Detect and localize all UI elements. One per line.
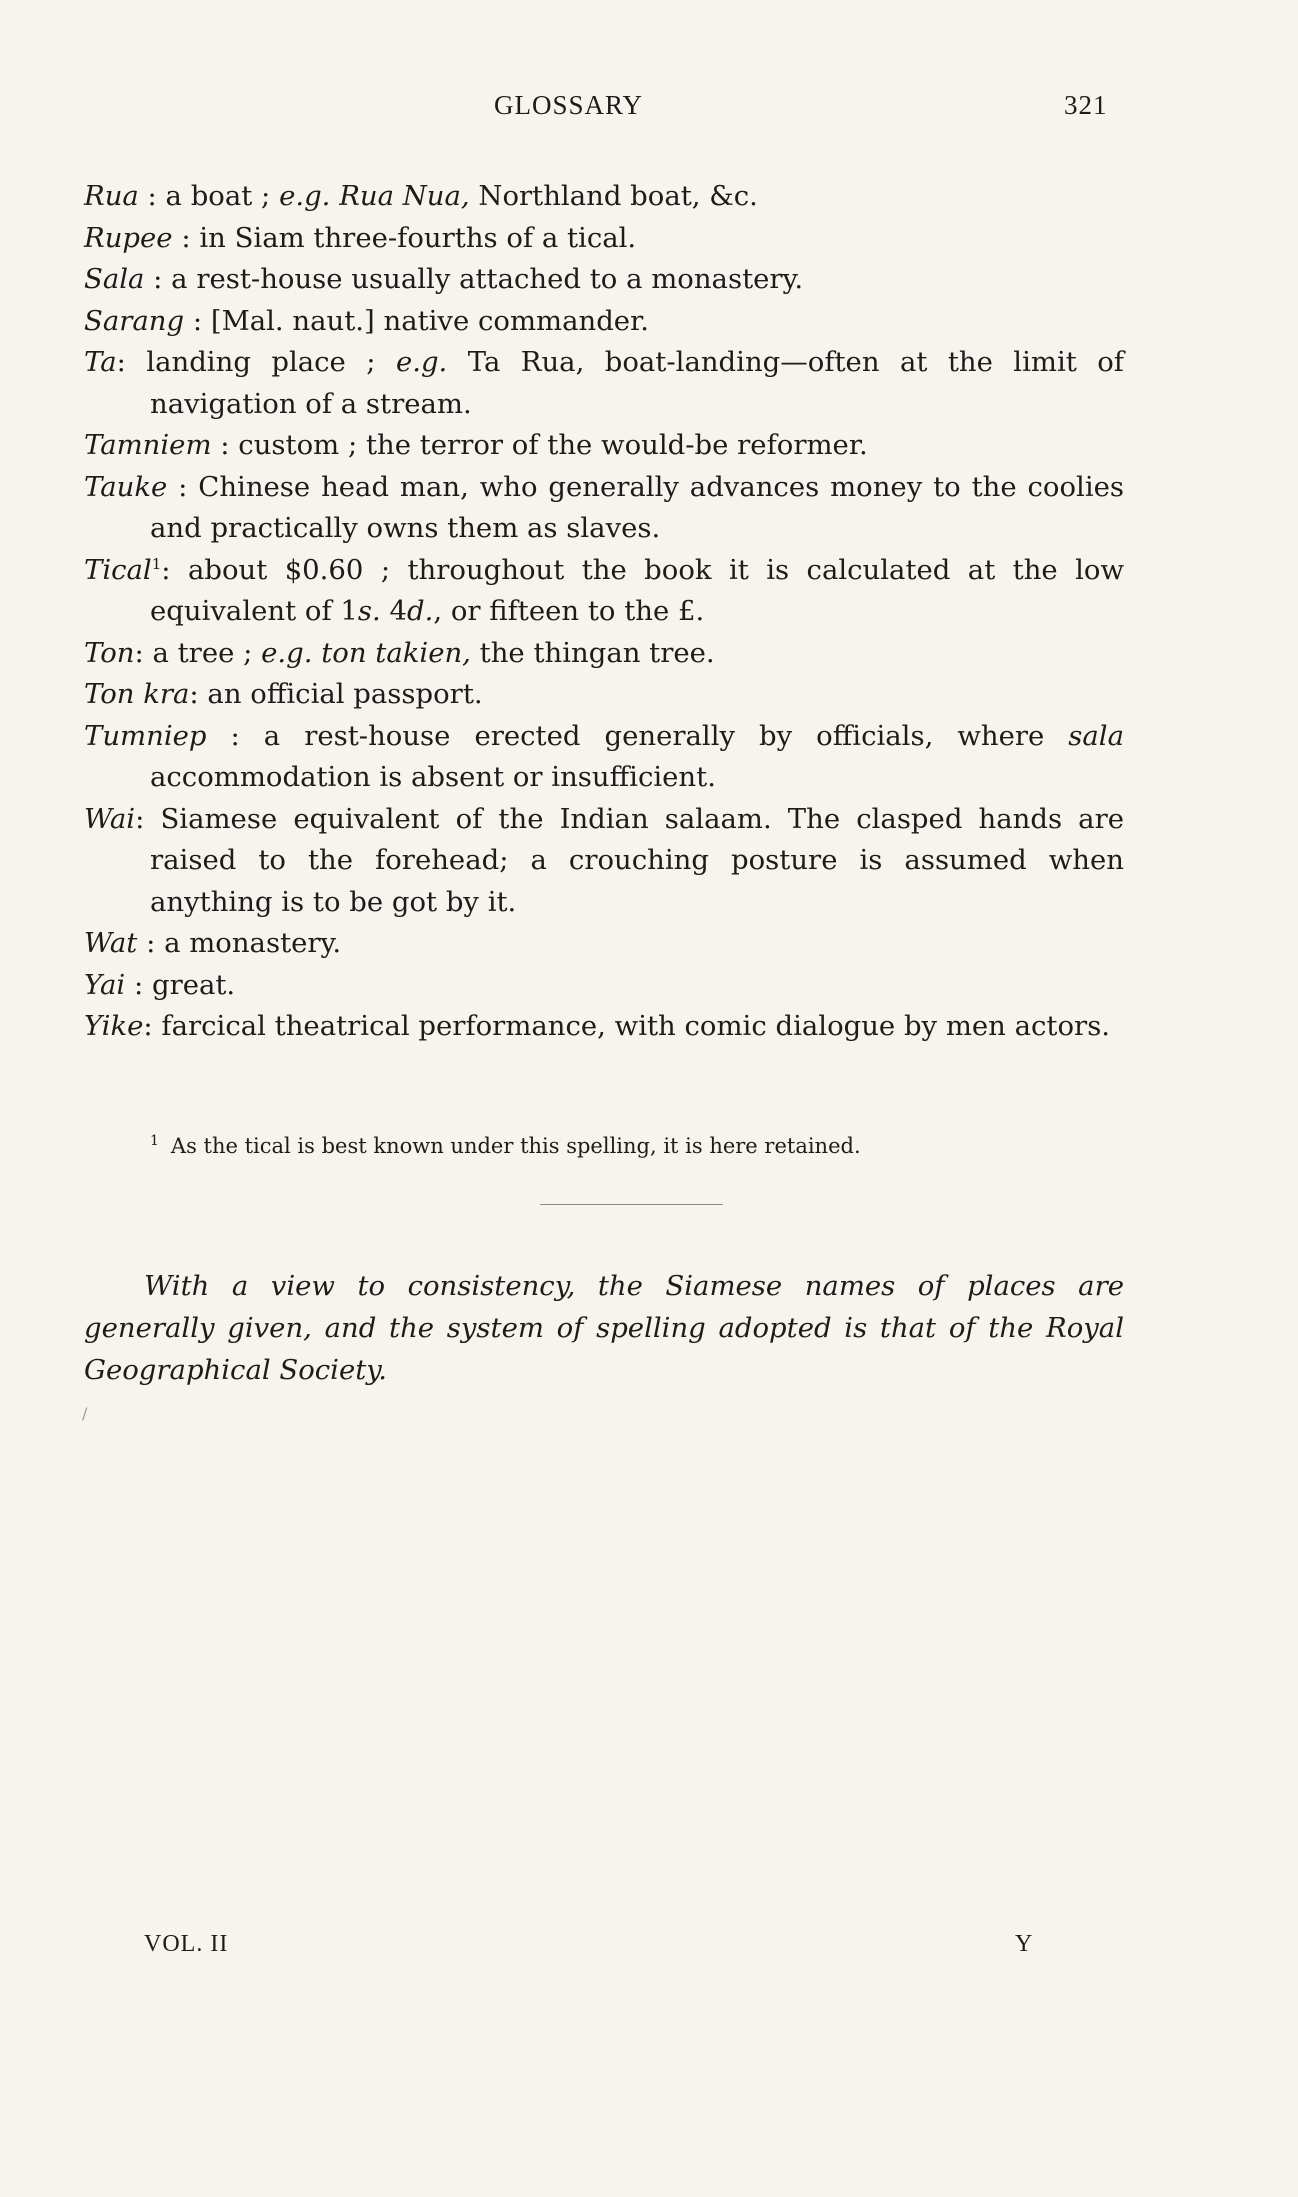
entry-definition: : a tree ; [134,636,262,669]
entry-term: Wat [84,927,138,959]
entry-definition: : a boat ; [138,180,280,212]
entry-definition: : an official passport. [189,678,483,710]
signature-volume: VOL. II [144,1931,229,1957]
entry-term: Yai [84,968,126,1001]
glossary-entry [84,342,1124,425]
glossary-entry [84,965,1124,1007]
entry-definition: : Siamese equivalent of the Indian salaam. The clasped hands are raised to the forehead; a crouching posture is assumed when anything is to be got by it. [135,802,1124,918]
glossary-entry [84,716,1124,799]
entry-italic: Rua Nua, [339,180,470,212]
page-number: 321 [1064,90,1108,120]
glossary-entry [84,259,1124,301]
glossary-entry [84,301,1124,343]
entry-definition-tail: accommodation is absent or insufficient. [150,761,716,793]
entry-definition: : in Siam three-fourths of a tical. [172,221,637,254]
editorial-note: With a view to consistency, the Siamese names of places are generally given, and the system of spelling adopted is that of the Royal Geographical Society. [84,1269,1124,1386]
entry-definition: : a monastery. [137,927,342,959]
running-head [0,90,1298,130]
entry-italic: e.g. ton takien, [261,636,471,669]
signature-letter: Y [1015,1931,1034,1957]
glossary-entry [84,425,1124,467]
entry-definition: : a rest-house usually attached to a monastery. [144,263,804,295]
running-title: GLOSSARY [494,90,644,120]
entry-italic: s. [357,595,381,627]
glossary-entry [84,633,1124,675]
glossary-entry [84,674,1124,716]
glossary-entry [84,467,1124,550]
entry-term: Sala [84,263,145,295]
entry-definition: : a rest-house erected generally by officials, where [206,719,1069,752]
entry-italic: e.g. [395,346,448,378]
entry-definition-tail: Northland boat, &c. [469,180,758,212]
glossary-entry [84,1006,1124,1048]
footnote-marker: 1 [150,1133,159,1149]
entry-definition: : [Mal. naut.] native commander. [184,304,649,337]
glossary-entry [84,799,1124,924]
entry-definition-tail: Ta Rua, boat-landing—often at the limit of navigation of a stream. [150,346,1124,420]
glossary-entry [84,176,1124,218]
entry-italic: sala [1068,719,1124,752]
entry-definition: : Chinese head man, who generally advances money to the coolies and practically owns them as slaves. [150,470,1124,544]
entry-term: Rupee [84,221,173,254]
entry-definition: : about $0.60 ; throughout the book it is calculated at the low equivalent of 1 [150,553,1124,627]
entry-term: Sarang [84,304,185,337]
glossary-entries [84,176,1124,1048]
footnote-reference: 1 [151,554,162,573]
entry-term: Tamniem [84,429,212,461]
entry-italic: d. [406,595,434,627]
entry-definition: : farcical theatrical performance, with comic dialogue by men actors. [143,1010,1111,1042]
footnote [150,1134,861,1158]
separator-rule [540,1204,723,1205]
entry-term: Yike [84,1010,144,1042]
entry-term: Ton kra [84,678,190,710]
entry-term: Tical [84,553,152,586]
entry-term: Tauke [84,470,168,503]
entry-term: Ta [84,346,117,378]
footnote-text: As the tical is best known under this spelling, it is here retained. [170,1134,861,1158]
entry-definition-tail: , or fifteen to the £. [433,595,705,627]
entry-definition: : landing place ; [116,346,396,378]
stray-mark: / [82,1404,88,1423]
entry-term: Wai [84,802,136,835]
glossary-entry: Tical$^1$: about $0.60 ; throughout the book it is calculated at the low equivalent of 1s. 4d., or fifteen to the £. [84,553,1124,627]
entry-definition: : great. [125,968,236,1001]
entry-term: Tumniep [84,719,207,752]
entry-definition-tail: the thingan tree. [470,636,715,669]
entry-definition: : custom ; the terror of the would-be reformer. [211,429,868,461]
glossary-entry [84,218,1124,260]
entry-italic: e.g. [279,180,331,212]
glossary-entry [84,923,1124,965]
entry-term: Rua [84,180,139,212]
entry-term: Ton [84,636,135,669]
